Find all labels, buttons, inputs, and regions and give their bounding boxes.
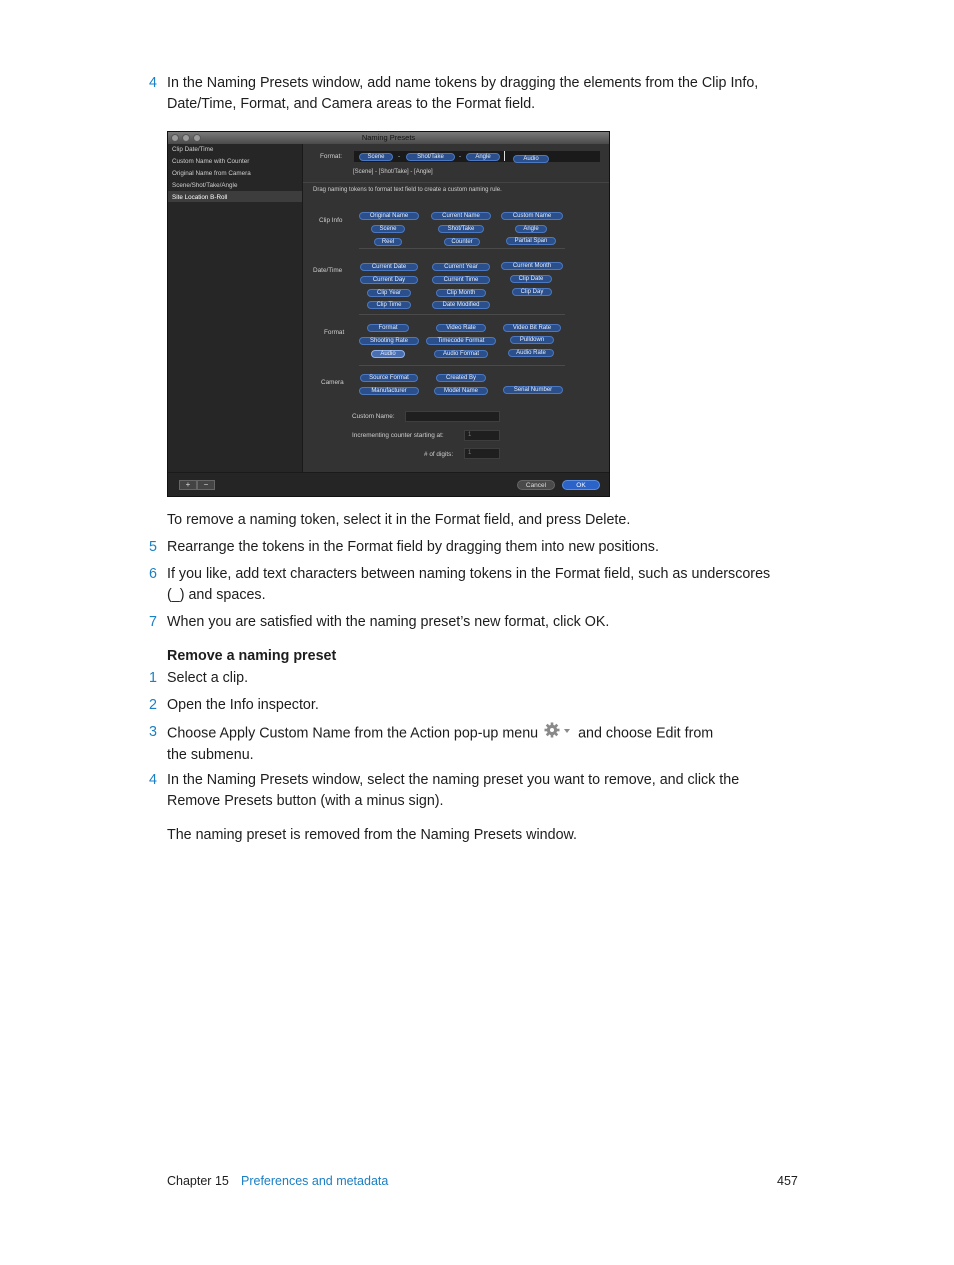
counter-label: Incrementing counter starting at: [352, 432, 444, 439]
token[interactable]: Current Date [360, 263, 418, 271]
token[interactable]: Shot/Take [438, 225, 484, 233]
token[interactable]: Clip Day [512, 288, 552, 296]
token[interactable]: Current Day [360, 276, 418, 284]
token[interactable]: Custom Name [501, 212, 563, 220]
token[interactable]: Current Name [431, 212, 491, 220]
page-number: 457 [777, 1174, 798, 1188]
group-label-date-time: Date/Time [313, 267, 343, 274]
group-divider [359, 314, 565, 315]
gear-icon [544, 722, 572, 745]
token[interactable]: Audio Format [434, 350, 488, 358]
token[interactable]: Clip Time [367, 301, 411, 309]
token[interactable]: Model Name [434, 387, 488, 395]
token[interactable]: Clip Year [367, 289, 411, 297]
drag-hint: Drag naming tokens to format text field to create a custom naming rule. [313, 187, 502, 193]
format-preview: [Scene] - [Shot/Take] - [Angle] [353, 169, 433, 175]
custom-name-label: Custom Name: [352, 413, 395, 420]
step-text-line: If you like, add text characters between naming tokens in the Format field, such as underscores [167, 566, 771, 582]
remove-token-note: To remove a naming token, select it in the Format field, and press Delete. [167, 512, 631, 528]
custom-name-field[interactable] [405, 411, 500, 422]
step-number: 2 [149, 697, 157, 713]
format-label: Format: [320, 153, 343, 160]
token[interactable]: Scene [371, 225, 405, 233]
token[interactable]: Audio Rate [508, 349, 554, 357]
footer-section-link[interactable]: Preferences and metadata [241, 1174, 389, 1188]
step-text-line: (_) and spaces. [167, 587, 266, 603]
token[interactable]: Pulldown [510, 336, 554, 344]
group-divider [359, 365, 565, 366]
step-number: 3 [149, 724, 157, 740]
token[interactable]: Created By [436, 374, 486, 382]
step-text-line: Open the Info inspector. [167, 697, 319, 713]
format-token[interactable]: Angle [466, 153, 500, 161]
step-text-line: In the Naming Presets window, add name tokens by dragging the elements from the Clip Info, [167, 75, 759, 91]
group-divider [359, 248, 565, 249]
step-number: 1 [149, 670, 157, 686]
format-separator: - [398, 153, 401, 160]
token[interactable]: Reel [374, 238, 402, 246]
preset-item[interactable]: Clip Date/Time [172, 146, 214, 153]
token[interactable]: Clip Month [436, 289, 486, 297]
step-text: Choose Apply Custom Name from the Action pop-up menu [167, 725, 539, 742]
step-text-line [167, 722, 797, 745]
preset-item-selected[interactable]: Site Location B-Roll [172, 194, 228, 201]
counter-field[interactable]: 1 [464, 430, 500, 441]
token[interactable]: Manufacturer [359, 387, 419, 395]
step-text-line: When you are satisfied with the naming preset’s new format, click OK. [167, 614, 610, 630]
cancel-button[interactable]: Cancel [517, 480, 555, 490]
token[interactable]: Counter [444, 238, 480, 246]
ok-button[interactable]: OK [562, 480, 600, 490]
preset-list [168, 144, 303, 472]
token[interactable]: Partial Span [506, 237, 556, 245]
step-text-line: Select a clip. [167, 670, 249, 686]
step-text: and choose Edit from [578, 725, 714, 742]
step-text-line: Rearrange the tokens in the Format field by dragging them into new positions. [167, 539, 659, 555]
text-cursor [504, 151, 505, 161]
group-label-camera: Camera [321, 379, 344, 386]
add-preset-button[interactable]: + [179, 480, 197, 490]
step-number: 5 [149, 539, 157, 555]
step-number: 6 [149, 566, 157, 582]
remove-preset-button[interactable]: − [197, 480, 215, 490]
token[interactable]: Angle [515, 225, 547, 233]
format-token[interactable]: Shot/Take [406, 153, 455, 161]
format-token[interactable]: Scene [359, 153, 393, 161]
conclusion: The naming preset is removed from the Naming Presets window. [167, 827, 578, 843]
naming-presets-window [167, 131, 610, 497]
group-label-format: Format [324, 329, 345, 336]
preset-item[interactable]: Original Name from Camera [172, 170, 251, 177]
token[interactable]: Current Time [432, 276, 490, 284]
window-title: Naming Presets [361, 133, 416, 142]
token[interactable]: Shooting Rate [359, 337, 419, 345]
token[interactable]: Clip Date [510, 275, 552, 283]
step-number: 7 [149, 614, 157, 630]
format-separator: - [459, 153, 462, 160]
token-selected[interactable]: Audio [371, 350, 405, 358]
token[interactable]: Source Format [360, 374, 418, 382]
step-text-line: Remove Presets button (with a minus sign). [167, 793, 444, 809]
step-text-line: In the Naming Presets window, select the naming preset you want to remove, and click the [167, 772, 740, 788]
preset-item[interactable]: Custom Name with Counter [172, 158, 250, 165]
token[interactable]: Timecode Format [426, 337, 496, 345]
digits-label: # of digits: [424, 451, 454, 458]
digits-stepper[interactable]: 1 [464, 448, 500, 459]
step-number: 4 [149, 772, 157, 788]
token[interactable]: Original Name [359, 212, 419, 220]
dragged-token[interactable]: Audio [513, 155, 549, 163]
footer-chapter: Chapter 15 [167, 1174, 229, 1188]
token[interactable]: Video Rate [436, 324, 486, 332]
token[interactable]: Video Bit Rate [503, 324, 561, 332]
token[interactable]: Current Year [432, 263, 490, 271]
step-text-line: Date/Time, Format, and Camera areas to the Format field. [167, 96, 536, 112]
step-number: 4 [149, 75, 157, 91]
token[interactable]: Date Modified [432, 301, 490, 309]
preset-item[interactable]: Scene/Shot/Take/Angle [172, 182, 238, 189]
token[interactable]: Format [367, 324, 409, 332]
step-text-line: the submenu. [167, 747, 254, 763]
section-heading: Remove a naming preset [167, 648, 337, 664]
token[interactable]: Serial Number [503, 386, 563, 394]
group-label-clip-info: Clip Info [319, 217, 343, 224]
divider [303, 182, 609, 183]
token[interactable]: Current Month [501, 262, 563, 270]
